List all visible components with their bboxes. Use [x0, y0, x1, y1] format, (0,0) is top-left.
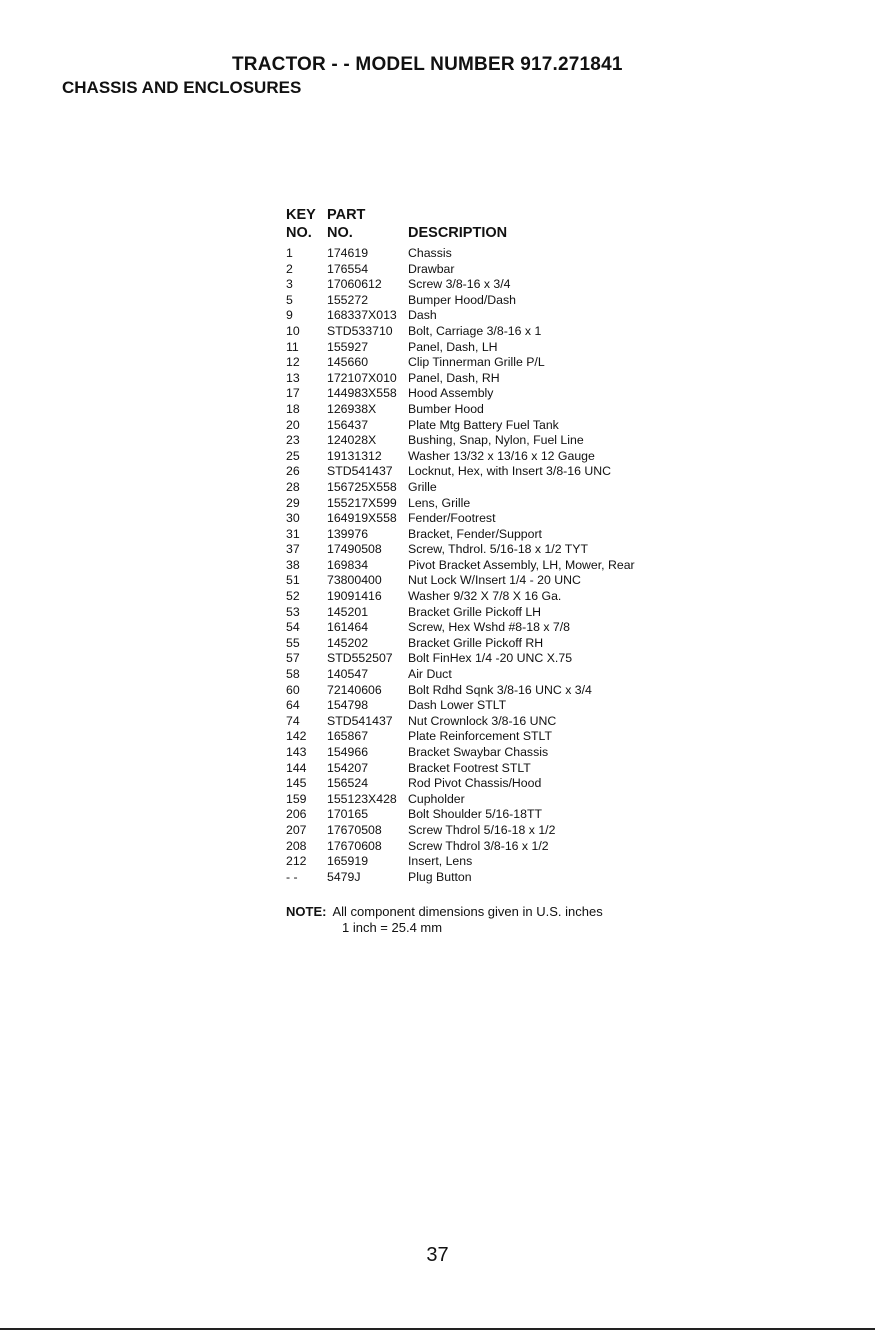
parts-list-header-row-2 [286, 224, 635, 242]
table-row [286, 464, 635, 480]
key-no: 145 [286, 776, 307, 791]
part-no: 176554 [327, 261, 369, 276]
description: Pivot Bracket Assembly, LH, Mower, Rear [408, 557, 635, 572]
key-no: 26 [286, 464, 300, 479]
key-column-header: KEY [286, 207, 316, 223]
table-row [286, 714, 635, 730]
table-row [286, 386, 635, 402]
part-no-header: NO. [327, 225, 353, 241]
description: Nut Lock W/Insert 1/4 - 20 UNC [408, 573, 581, 588]
description: Locknut, Hex, with Insert 3/8-16 UNC [408, 464, 611, 479]
key-no: 20 [286, 417, 300, 432]
key-no: 38 [286, 557, 300, 572]
table-row [286, 433, 635, 449]
table-row [286, 355, 635, 371]
note-text: All component dimensions given in U.S. inches [332, 904, 603, 919]
key-no: 208 [286, 838, 307, 853]
key-no: 30 [286, 511, 300, 526]
description: Clip Tinnerman Grille P/L [408, 355, 545, 370]
part-no: 139976 [327, 526, 369, 541]
part-no: 5479J [327, 869, 361, 884]
part-no: 124028X [327, 433, 377, 448]
parts-list-rows [286, 246, 635, 885]
key-no: 52 [286, 589, 300, 604]
part-no: 17490508 [327, 542, 382, 557]
description: Screw 3/8-16 x 3/4 [408, 277, 511, 292]
table-row [286, 605, 635, 621]
description: Screw, Thdrol. 5/16-18 x 1/2 TYT [408, 542, 588, 557]
table-row [286, 449, 635, 465]
key-no: 74 [286, 713, 300, 728]
note-label: NOTE: [286, 904, 327, 919]
part-no: 161464 [327, 620, 369, 635]
part-no: 170165 [327, 807, 369, 822]
page-title: TRACTOR - - MODEL NUMBER 917.271841 [232, 54, 623, 75]
part-no: 154966 [327, 745, 369, 759]
key-no: 143 [286, 745, 307, 759]
table-row [286, 573, 635, 589]
part-no: 155217X599 [327, 495, 397, 510]
part-no: 145660 [327, 355, 369, 370]
key-no: 12 [286, 355, 300, 370]
key-no: 55 [286, 635, 300, 650]
table-row [286, 308, 635, 324]
table-row [286, 496, 635, 512]
key-no: 64 [286, 698, 300, 713]
part-no: 72140606 [327, 682, 382, 697]
key-no: 13 [286, 370, 300, 385]
key-no: 25 [286, 448, 300, 463]
part-no: 19091416 [327, 589, 382, 604]
description: Chassis [408, 246, 452, 260]
table-row [286, 589, 635, 605]
description: Screw Thdrol 3/8-16 x 1/2 [408, 838, 549, 853]
description: Screw Thdrol 5/16-18 x 1/2 [408, 822, 556, 837]
part-no: 172107X010 [327, 370, 397, 385]
table-row [286, 246, 635, 262]
table-row [286, 620, 635, 636]
description: Bushing, Snap, Nylon, Fuel Line [408, 433, 584, 448]
part-no: 164919X558 [327, 511, 397, 526]
description: Screw, Hex Wshd #8-18 x 7/8 [408, 620, 570, 635]
description: Rod Pivot Chassis/Hood [408, 776, 542, 791]
description: Insert, Lens [408, 854, 473, 869]
part-no: 155123X428 [327, 791, 397, 806]
description: Dash Lower STLT [408, 698, 507, 713]
part-no: 156725X558 [327, 479, 397, 494]
table-row [286, 542, 635, 558]
note-conversion: 1 inch = 25.4 mm [342, 919, 443, 935]
key-no: 53 [286, 604, 300, 619]
key-no: 11 [286, 339, 299, 354]
key-no: 18 [286, 401, 300, 416]
part-no: 154207 [327, 760, 369, 775]
description: Bumber Hood [408, 401, 484, 416]
key-no: 206 [286, 807, 307, 822]
part-no: 17670508 [327, 822, 382, 837]
table-row [286, 807, 635, 823]
part-no: 165867 [327, 729, 369, 744]
table-row [286, 667, 635, 683]
table-row [286, 745, 635, 761]
table-row [286, 636, 635, 652]
key-no: 142 [286, 729, 307, 744]
key-no: 58 [286, 667, 300, 682]
part-no: 145201 [327, 604, 369, 619]
table-row [286, 262, 635, 278]
table-row [286, 729, 635, 745]
description: Hood Assembly [408, 386, 494, 401]
key-no: 212 [286, 854, 307, 869]
description: Panel, Dash, RH [408, 370, 500, 385]
key-no: 1 [286, 246, 293, 260]
description: Cupholder [408, 791, 465, 806]
part-no: 19131312 [327, 448, 382, 463]
part-no: 140547 [327, 667, 369, 682]
key-no: 144 [286, 760, 307, 775]
description: Bracket Grille Pickoff LH [408, 604, 542, 619]
key-no-header: NO. [286, 225, 312, 241]
description: Air Duct [408, 667, 452, 682]
dimension-note [286, 904, 603, 935]
part-no: 145202 [327, 635, 369, 650]
table-row [286, 870, 635, 886]
description: Washer 9/32 X 7/8 X 16 Ga. [408, 589, 562, 604]
key-no: 207 [286, 822, 307, 837]
part-no: 165919 [327, 854, 369, 869]
description: Washer 13/32 x 13/16 x 12 Gauge [408, 448, 595, 463]
key-no: 2 [286, 261, 293, 276]
table-row [286, 683, 635, 699]
key-no: 23 [286, 433, 300, 448]
table-row [286, 511, 635, 527]
part-no: 73800400 [327, 573, 382, 588]
description: Bracket Swaybar Chassis [408, 745, 549, 759]
description: Bracket, Fender/Support [408, 526, 542, 541]
key-no: 54 [286, 620, 300, 635]
key-no: 60 [286, 682, 300, 697]
part-no: 17670608 [327, 838, 382, 853]
table-row [286, 839, 635, 855]
description: Bracket Footrest STLT [408, 760, 531, 775]
key-no: 51 [286, 573, 300, 588]
description: Bolt Shoulder 5/16-18TT [408, 807, 542, 822]
table-row [286, 761, 635, 777]
description-column-header: DESCRIPTION [408, 225, 508, 241]
description: Bumper Hood/Dash [408, 292, 516, 307]
table-row [286, 277, 635, 293]
key-no: 28 [286, 479, 300, 494]
table-row [286, 527, 635, 543]
key-no: 31 [286, 526, 300, 541]
key-no: 3 [286, 277, 293, 292]
description: Bracket Grille Pickoff RH [408, 635, 544, 650]
key-no: 29 [286, 495, 300, 510]
key-no: 10 [286, 323, 300, 338]
key-no: 57 [286, 651, 300, 666]
description: Bolt FinHex 1/4 -20 UNC X.75 [408, 651, 573, 666]
table-row [286, 418, 635, 434]
table-row [286, 340, 635, 356]
key-no: 37 [286, 542, 300, 557]
page-number: 37 [426, 1244, 449, 1266]
table-row [286, 776, 635, 792]
part-no: STD533710 [327, 323, 393, 338]
table-row [286, 324, 635, 340]
description: Drawbar [408, 261, 455, 276]
description: Panel, Dash, LH [408, 339, 498, 354]
bottom-rule [0, 1328, 875, 1330]
description: Bolt Rdhd Sqnk 3/8-16 UNC x 3/4 [408, 682, 592, 697]
part-no: 169834 [327, 557, 369, 572]
table-row [286, 823, 635, 839]
part-no: 155272 [327, 292, 369, 307]
parts-list-header-row-1 [286, 206, 635, 224]
key-no: 17 [286, 386, 300, 401]
part-no: 174619 [327, 246, 369, 260]
part-no: 156524 [327, 776, 369, 791]
key-no: 9 [286, 308, 293, 323]
key-no: 5 [286, 292, 293, 307]
part-no: 17060612 [327, 277, 382, 292]
part-no: STD552507 [327, 651, 393, 666]
table-row [286, 402, 635, 418]
table-row [286, 698, 635, 714]
part-no: 126938X [327, 401, 377, 416]
table-row [286, 854, 635, 870]
description: Dash [408, 308, 437, 323]
part-no: 144983X558 [327, 386, 397, 401]
description: Plug Button [408, 869, 472, 884]
description: Plate Mtg Battery Fuel Tank [408, 417, 559, 432]
table-row [286, 293, 635, 309]
part-no: 156437 [327, 417, 369, 432]
part-column-header: PART [327, 207, 366, 223]
table-row [286, 371, 635, 387]
table-row [286, 558, 635, 574]
part-no: STD541437 [327, 464, 393, 479]
table-row [286, 792, 635, 808]
part-no: STD541437 [327, 713, 393, 728]
part-no: 168337X013 [327, 308, 397, 323]
part-no: 155927 [327, 339, 369, 354]
section-title: CHASSIS AND ENCLOSURES [62, 78, 302, 97]
description: Grille [408, 479, 437, 494]
description: Plate Reinforcement STLT [408, 729, 552, 744]
description: Fender/Footrest [408, 511, 496, 526]
key-no: - - [286, 869, 298, 884]
description: Lens, Grille [408, 495, 471, 510]
description: Nut Crownlock 3/8-16 UNC [408, 713, 557, 728]
parts-list [286, 206, 635, 885]
part-no: 154798 [327, 698, 369, 713]
description: Bolt, Carriage 3/8-16 x 1 [408, 323, 542, 338]
key-no: 159 [286, 791, 307, 806]
table-row [286, 480, 635, 496]
table-row [286, 651, 635, 667]
